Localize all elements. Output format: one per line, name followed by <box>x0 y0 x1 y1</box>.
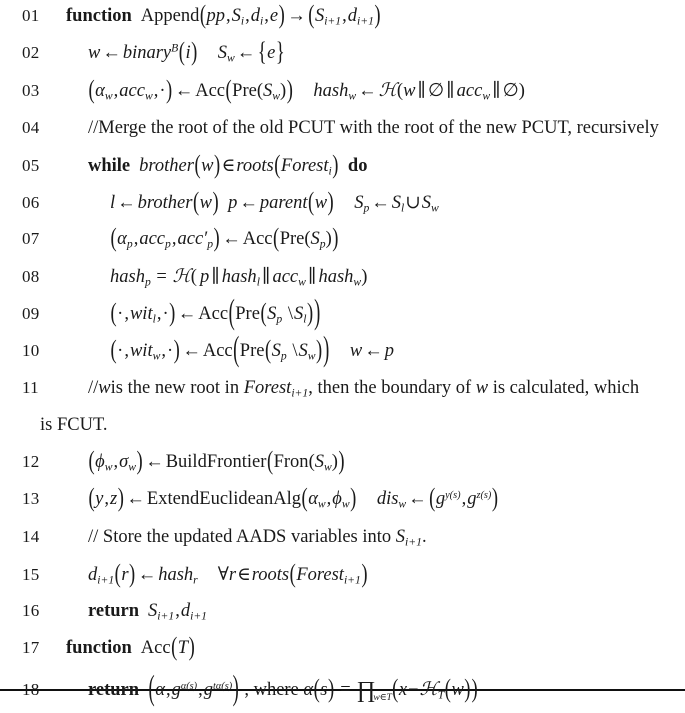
token-extendeuclidean: ExtendEuclideanAlg <box>146 489 302 510</box>
line-content-15: $d_{i+1}(r)$ ← hash$_r$ ∀r∈roots(Forest$_{i+1}$) <box>88 560 368 590</box>
token-pre-fn4: Pre <box>239 340 265 361</box>
token-roots: roots <box>236 155 274 176</box>
keyword-function-2: function <box>66 638 132 659</box>
where-clause: , where <box>244 680 299 701</box>
line-number: 10 <box>22 340 40 360</box>
token-acc4: acc <box>177 229 204 250</box>
line-number: 03 <box>22 81 40 101</box>
code-line-06 <box>6 188 679 229</box>
line-content-07: $(\alpha_p,acc_p,acc'_p)$ ← $Acc(Pre(S_p))$ <box>110 224 339 254</box>
line-number: 01 <box>22 6 40 25</box>
keyword-return: return <box>88 601 140 621</box>
code-line-02 <box>6 38 679 80</box>
line-number: 05 <box>22 155 40 175</box>
line-number: 16 <box>22 601 40 620</box>
code-line-09 <box>6 294 679 341</box>
line-number: 18 <box>22 680 40 700</box>
line-content-14-comment: // Store the updated AADS variables into $S_{i+1}$. <box>88 526 427 548</box>
line-content-16: return $S_{i+1},d_{i+1}$ <box>88 601 208 623</box>
code-line-15 <box>6 560 679 601</box>
code-line-12 <box>6 447 679 489</box>
comment-text-c: is calculated, which <box>492 377 640 398</box>
comment-text-14: // Store the updated AADS variables into <box>88 526 392 547</box>
line-content-06: l ← brother(w) p ← parent(w) $S_p$ ← $S_l\cup S_w$ <box>110 188 439 218</box>
comment-text-b: , then the boundary of <box>308 377 472 398</box>
line-content-02: w ← binary$^B$(i) $S_w$ ← {e} <box>88 38 285 68</box>
code-line-14 <box>6 527 679 564</box>
line-content-03: $(\alpha_w,acc_w,\cdot)$ ← $Acc(Pre(S_w))$ hash$_w$ ← ℋ(w ∥ ∅ ∥ acc$_w$ ∥ ∅) <box>88 76 525 106</box>
keyword-function: function <box>66 6 132 26</box>
code-line-08 <box>6 266 679 303</box>
token-hash4: hash <box>318 267 354 288</box>
token-fron: Fron <box>273 452 309 473</box>
token-roots2: roots <box>251 564 290 585</box>
token-acc-fn: Acc <box>195 81 225 102</box>
line-number: 11 <box>22 377 39 397</box>
token-forest: Forest <box>280 155 329 176</box>
line-content-09: (·,wit$_l$,·) ← $Acc(Pre(S_p$ $\backslash S_l$)) <box>110 294 321 333</box>
line-number: 13 <box>22 489 40 509</box>
line-number: 04 <box>22 117 40 137</box>
token-brother: brother <box>139 155 194 176</box>
token-parent: parent <box>259 192 308 213</box>
code-line-17 <box>6 633 679 675</box>
keyword-do: do <box>347 155 368 176</box>
token-acc2: acc <box>456 81 483 102</box>
token-dis: dis <box>376 489 399 510</box>
code-line-18 <box>6 670 679 712</box>
line-content-18: return $(\alpha,g^{\alpha(s)},g^{t\alpha(s)})$ , where $\alpha(s) = \prod_{w\in T}(x-ℋ_T(w))$ <box>88 670 478 709</box>
code-line-13 <box>6 484 679 526</box>
line-content-13: (y,z) ← $ExtendEuclideanAlg(\alpha_w,\phi_w)$ dis$_w$ ← $(g^{y(s)},g^{z(s)})$ <box>88 484 499 514</box>
code-line-01 <box>6 1 679 43</box>
code-line-05 <box>6 151 679 192</box>
token-forest3: Forest <box>296 564 344 585</box>
token-pre-fn2: Pre <box>279 229 305 250</box>
line-number: 17 <box>22 638 40 658</box>
token-brother2: brother <box>137 192 193 213</box>
token-acc-fn4: Acc <box>202 340 233 361</box>
code-line-03 <box>6 76 679 117</box>
line-number: 08 <box>22 267 40 287</box>
token-hash5: hash <box>158 564 194 585</box>
line-content-10: (·,wit$_w$,·) ← $Acc(Pre(S_p$ $\backslash S_w$)) w ← p <box>110 331 394 370</box>
function-name-acc: Acc <box>140 638 171 659</box>
token-pre-fn3: Pre <box>235 303 260 324</box>
comment-continuation: is FCUT. <box>40 415 108 436</box>
line-number: 02 <box>22 43 40 63</box>
keyword-while: while <box>88 155 131 176</box>
token-hash: hash <box>313 81 349 102</box>
comment-text-a: is the new root in <box>110 377 240 398</box>
token-wit: wit <box>129 303 153 324</box>
line-number: 06 <box>22 192 40 212</box>
line-content-01: function $Append(pp,S_i,d_i,e) \to (S_{i+1},d_{i+1})$ <box>66 1 381 31</box>
line-number: 15 <box>22 564 40 584</box>
token-binary: binary <box>122 43 172 64</box>
line-number: 09 <box>22 303 40 323</box>
comment-slashes: // <box>88 377 99 398</box>
token-acc5: acc <box>272 267 299 288</box>
code-line-11 <box>6 378 679 415</box>
code-line-07 <box>6 224 679 266</box>
token-acc-fn3: Acc <box>198 303 229 324</box>
line-number: 14 <box>22 526 40 546</box>
token-hash3: hash <box>221 267 257 288</box>
token-acc-fn2: Acc <box>242 229 273 250</box>
token-forest2: Forest <box>243 377 292 398</box>
token-pre-fn: Pre <box>232 81 257 102</box>
line-content-12: $(\phi_w,\sigma_w)$ ← $BuildFrontier(Fron(S_w))$ <box>88 447 345 477</box>
comment-period: . <box>421 526 427 547</box>
code-line-10 <box>6 331 679 378</box>
token-wit2: wit <box>129 340 153 361</box>
line-content-11-comment: //wis the new root in Forest$_{i+1}$, then the boundary of w is calculated, which <box>88 377 640 400</box>
line-content-08: hash$_p$ = ℋ( p ∥ hash$_l$ ∥ acc$_w$ ∥ hash$_w$) <box>110 266 368 289</box>
token-hash2: hash <box>110 267 145 288</box>
function-name-append: Append <box>140 6 200 26</box>
code-line-04 <box>6 118 679 155</box>
line-number: 12 <box>22 452 40 472</box>
code-line-16 <box>6 601 679 638</box>
token-acc3: acc <box>139 229 166 250</box>
line-number: 07 <box>22 229 40 249</box>
line-content-17: function Acc(T) <box>66 633 195 663</box>
token-acc: acc <box>119 81 145 102</box>
token-buildfrontier: BuildFrontier <box>165 452 267 473</box>
line-content-04-comment: //Merge the root of the old PCUT with the root of the new PCUT, recursively <box>88 117 659 138</box>
line-content-05: while brother(w)∈roots(Forest$_i$) do <box>88 151 368 181</box>
keyword-return-2: return <box>88 680 140 701</box>
